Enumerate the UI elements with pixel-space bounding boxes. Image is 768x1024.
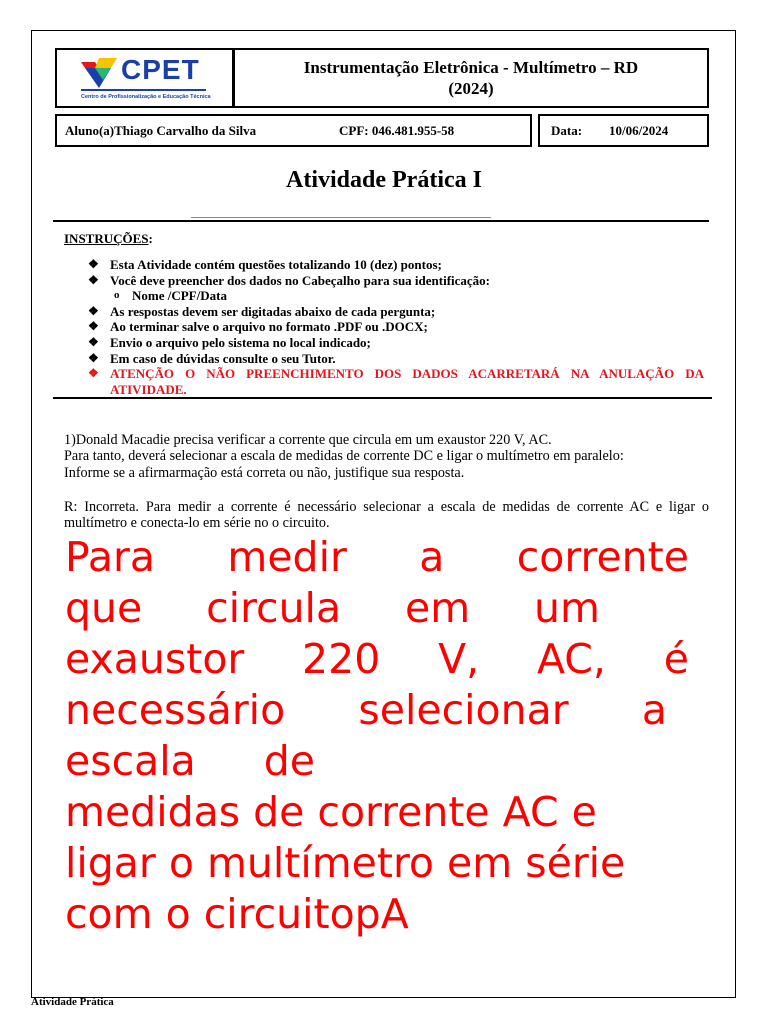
big-answer-line: exaustor 220 V, AC, é: [65, 635, 689, 683]
big-answer-line: com o circuitopA: [65, 890, 409, 938]
header-title-line2: (2024): [448, 79, 494, 98]
instructions-list: [88, 257, 704, 397]
list-item: o Nome /CPF/Data: [114, 288, 227, 304]
diamond-bullet-icon: ❖: [88, 366, 99, 381]
date-value: 10/06/2024: [609, 123, 669, 138]
cpet-logo-mark-icon: [81, 58, 117, 88]
list-item: ❖ Você deve preencher dos dados no Cabeçalho para sua identificação:: [88, 272, 491, 288]
activity-title: Atividade Prática I: [286, 167, 482, 193]
diamond-bullet-icon: ❖: [88, 303, 99, 318]
list-item: ❖ Envio o arquivo pelo sistema no local indicado;: [88, 334, 371, 350]
diamond-bullet-icon: ❖: [88, 334, 99, 349]
big-answer-line: ligar o multímetro em série: [65, 839, 626, 887]
header-logo-box: [55, 48, 234, 108]
diamond-bullet-icon: ❖: [88, 272, 99, 287]
warning-item: ❖ ATENÇÃO O NÃO PREENCHIMENTO DOS DADOS ACARRETARÁ NA ANULAÇÃO DA ATIVIDADE.: [88, 366, 704, 397]
big-answer: [65, 532, 689, 940]
date-box: [538, 114, 709, 147]
logo-divider: [81, 89, 206, 91]
list-item: ❖ Ao terminar salve o arquivo no formato .PDF ou .DOCX;: [88, 319, 428, 335]
date-label: Data:: [551, 123, 583, 138]
cpet-logo: [81, 56, 211, 102]
list-item: ❖ As respostas devem ser digitadas abaixo de cada pergunta;: [88, 303, 436, 319]
instructions-heading: INSTRUÇÕES:: [64, 231, 153, 246]
question-line: Informe se a afirmarmação está correta ou não, justifique sua resposta.: [64, 464, 465, 481]
list-item: ❖ Em caso de dúvidas consulte o seu Tutor.: [88, 350, 336, 366]
big-answer-line: necessário selecionar a: [65, 686, 667, 734]
big-answer-line: que circula em um: [65, 584, 600, 632]
header-title-line1: Instrumentação Eletrônica - Multímetro – RD: [303, 58, 639, 77]
big-answer-line: escala de: [65, 737, 315, 785]
student-name: Aluno(a)Thiago Carvalho da Silva: [65, 123, 257, 138]
student-info-box: [55, 114, 532, 147]
answer-text: R: Incorreta. Para medir a corrente é necessário selecionar a escala de medidas de corrente AC e ligar o multímetro e conecta-lo em série no o circuito.: [64, 499, 709, 532]
divider-bottom: [53, 397, 712, 399]
question-line: Para tanto, deverá selecionar a escala de medidas de corrente DC e ligar o multímetro em paralelo:: [64, 448, 624, 465]
footer-text: Atividade Prática: [31, 996, 114, 1008]
logo-wordmark: CPET: [121, 54, 200, 85]
circle-bullet-icon: o: [114, 289, 120, 302]
logo-subtitle: Centro de Profissionalização e Educação Técnica: [81, 94, 211, 100]
diamond-bullet-icon: ❖: [88, 319, 99, 334]
question-line: 1)Donald Macadie precisa verificar a corrente que circula em um exaustor 220 V, AC.: [64, 432, 552, 448]
question-1: [64, 432, 709, 481]
list-item: ❖ Esta Atividade contém questões totalizando 10 (dez) pontos;: [88, 257, 442, 272]
student-cpf: CPF: 046.481.955-58: [339, 123, 455, 138]
divider-top: [53, 220, 709, 222]
diamond-bullet-icon: ❖: [88, 350, 99, 365]
big-answer-line: Para medir a corrente: [65, 533, 689, 581]
diamond-bullet-icon: ❖: [88, 257, 99, 271]
divider-short: [191, 217, 491, 218]
big-answer-line: medidas de corrente AC e: [65, 788, 597, 836]
header-title: [233, 48, 709, 108]
